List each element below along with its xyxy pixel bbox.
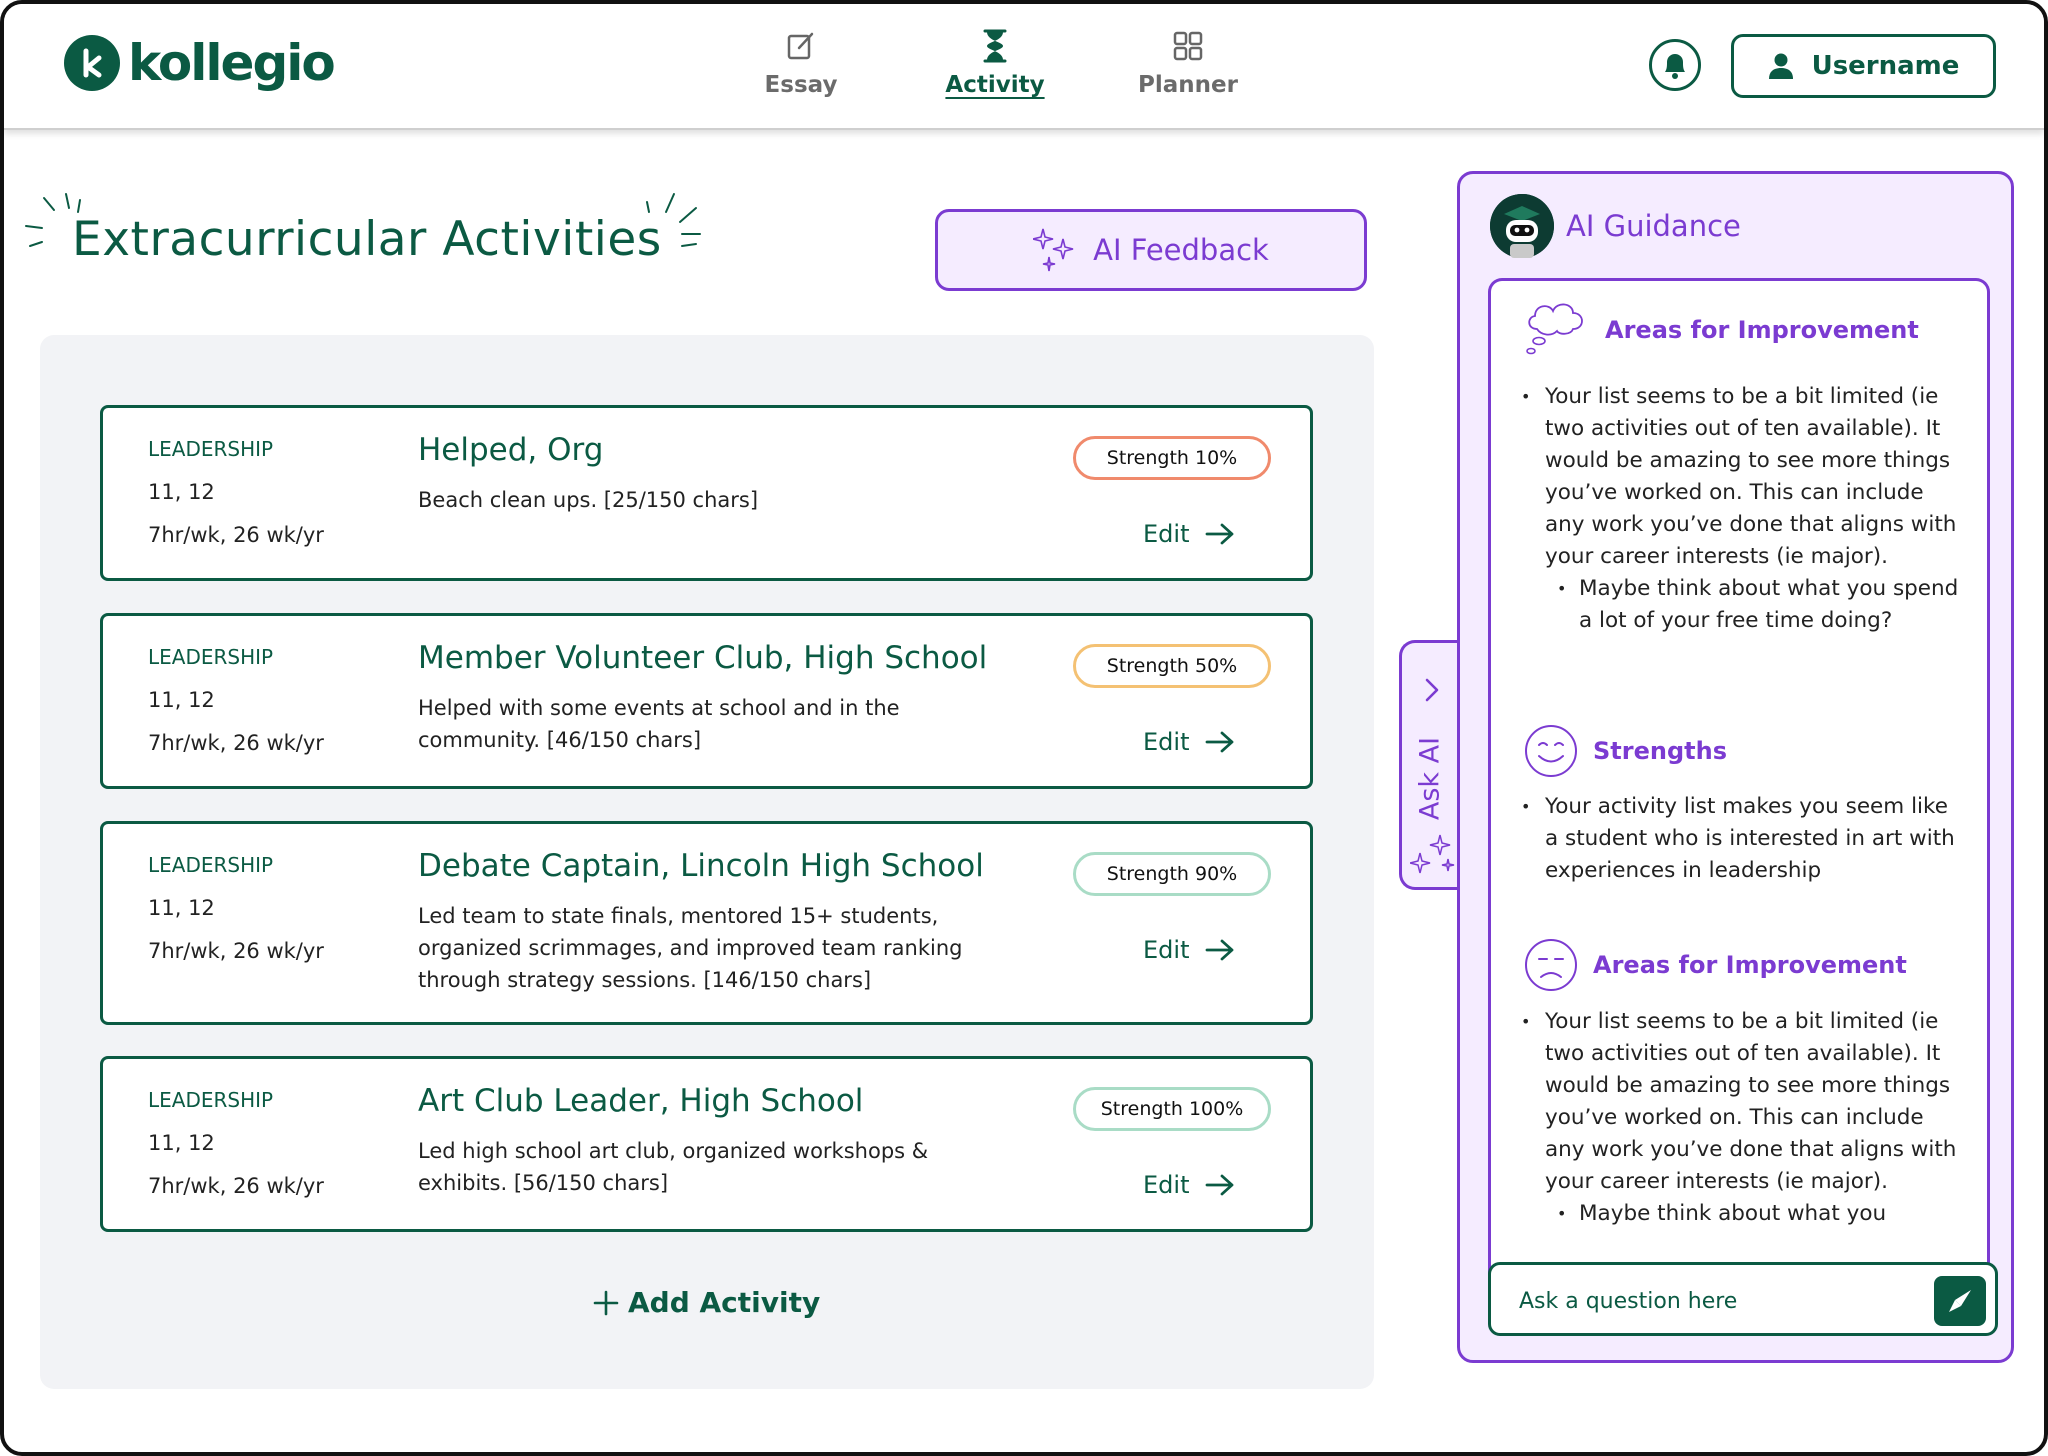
tab-activity-label: Activity — [945, 72, 1045, 98]
tab-essay[interactable] — [731, 26, 871, 98]
section-bullets — [1521, 1006, 1961, 1230]
add-activity-button[interactable] — [592, 1286, 820, 1319]
user-account-button[interactable] — [1731, 34, 1996, 98]
send-button[interactable] — [1934, 1276, 1986, 1326]
tab-planner-label: Planner — [1138, 72, 1238, 98]
chevron-right-icon — [1422, 677, 1442, 703]
activity-description: Helped with some events at school and in the community. [46/150 chars] — [418, 696, 900, 752]
sparkles-icon — [1033, 227, 1079, 273]
activity-list-panel — [40, 335, 1374, 1389]
ask-ai-tab[interactable] — [1399, 640, 1461, 890]
smile-icon — [1523, 723, 1579, 779]
strength-badge: Strength 10% — [1073, 436, 1271, 480]
edit-label: Edit — [1143, 1171, 1190, 1199]
strength-badge: Strength 50% — [1073, 644, 1271, 688]
arrow-right-icon — [1205, 522, 1235, 546]
page-title: Extracurricular Activities — [72, 212, 662, 267]
section-heading-improvement — [1523, 299, 1919, 361]
activity-hours: 7hr/wk, 26 wk/yr — [148, 1174, 324, 1198]
section-bullets — [1521, 381, 1961, 637]
tab-activity[interactable] — [925, 26, 1065, 98]
feedback-bullet: • Your list seems to be a bit limited (ie two activities out of ten available). It would be amazing to see more things you’ve worked on. This can include any work you’ve done that aligns with your career interests (ie major). — [1521, 381, 1961, 573]
top-navigation-bar — [4, 4, 2044, 130]
add-activity-label: Add Activity — [628, 1286, 821, 1319]
brand-name: kollegio — [128, 34, 334, 92]
ask-question-input[interactable] — [1519, 1285, 1899, 1317]
activity-card[interactable] — [100, 613, 1313, 789]
activity-card[interactable] — [100, 821, 1313, 1025]
thought-cloud-icon — [1523, 299, 1591, 361]
ai-feedback-label: AI Feedback — [1093, 233, 1269, 267]
activity-grades: 11, 12 — [148, 480, 215, 504]
activity-title: Art Club Leader, High School — [418, 1083, 864, 1119]
activity-category: LEADERSHIP — [148, 853, 274, 877]
user-icon — [1768, 52, 1794, 80]
notifications-button[interactable] — [1649, 39, 1701, 91]
edit-label: Edit — [1143, 936, 1190, 964]
logo-mark-icon — [64, 35, 120, 91]
sparkles-icon — [1410, 829, 1456, 875]
section-heading-label: Strengths — [1593, 737, 1727, 765]
section-heading-strengths — [1523, 723, 1727, 779]
arrow-right-icon — [1205, 1173, 1235, 1197]
activity-title: Member Volunteer Club, High School — [418, 640, 988, 676]
ask-ai-label: Ask AI — [1414, 736, 1446, 821]
kollegio-logo[interactable] — [64, 34, 334, 92]
arrow-right-icon — [1205, 938, 1235, 962]
ai-guidance-title: AI Guidance — [1566, 209, 1741, 243]
username-label: Username — [1811, 51, 1960, 81]
activity-hours: 7hr/wk, 26 wk/yr — [148, 731, 324, 755]
activity-grades: 11, 12 — [148, 688, 215, 712]
edit-label: Edit — [1143, 520, 1190, 548]
grid-icon — [1118, 26, 1258, 66]
ask-question-box — [1488, 1262, 1998, 1336]
activity-card[interactable] — [100, 1056, 1313, 1232]
activity-category: LEADERSHIP — [148, 437, 274, 461]
send-icon — [1945, 1286, 1975, 1316]
edit-label: Edit — [1143, 728, 1190, 756]
section-heading-label: Areas for Improvement — [1593, 951, 1907, 979]
feedback-bullet: • Your list seems to be a bit limited (ie two activities out of ten available). It would be amazing to see more things you’ve worked on. This can include any work you’ve done that aligns with your career interests (ie major). — [1521, 1006, 1961, 1198]
edit-activity-button[interactable] — [1143, 1171, 1235, 1199]
ai-guidance-header — [1490, 194, 1741, 258]
ai-robot-avatar-icon — [1490, 194, 1554, 258]
strength-badge: Strength 100% — [1073, 1087, 1271, 1131]
activity-description: Beach clean ups. [25/150 chars] — [418, 488, 759, 512]
activity-description: Led team to state finals, mentored 15+ students, organized scrimmages, and improved team ranking through strategy sessions. [146/150 chars] — [418, 904, 963, 992]
frown-icon — [1523, 937, 1579, 993]
edit-activity-button[interactable] — [1143, 520, 1235, 548]
tab-essay-label: Essay — [764, 72, 838, 98]
bell-icon — [1661, 50, 1689, 80]
feedback-sub-bullet: • Maybe think about what you spend a lot of your free time doing? — [1521, 573, 1961, 637]
activity-hours: 7hr/wk, 26 wk/yr — [148, 523, 324, 547]
feedback-bullet: • Your activity list makes you seem like a student who is interested in art with experiences in leadership — [1521, 791, 1961, 887]
ai-feedback-button[interactable] — [935, 209, 1367, 291]
ai-guidance-panel — [1457, 171, 2014, 1363]
hourglass-icon — [925, 26, 1065, 66]
strength-badge: Strength 90% — [1073, 852, 1271, 896]
activity-category: LEADERSHIP — [148, 645, 274, 669]
activity-title: Helped, Org — [418, 432, 604, 468]
edit-activity-button[interactable] — [1143, 936, 1235, 964]
plus-icon — [592, 1289, 620, 1317]
section-bullets — [1521, 791, 1961, 887]
activity-description: Led high school art club, organized workshops & exhibits. [56/150 chars] — [418, 1139, 929, 1195]
feedback-sub-bullet: • Maybe think about what you — [1521, 1198, 1961, 1230]
edit-activity-button[interactable] — [1143, 728, 1235, 756]
activity-grades: 11, 12 — [148, 896, 215, 920]
arrow-right-icon — [1205, 730, 1235, 754]
section-heading-improvement — [1523, 937, 1907, 993]
activity-grades: 11, 12 — [148, 1131, 215, 1155]
edit-icon — [731, 26, 871, 66]
ai-feedback-content[interactable] — [1488, 278, 1990, 1278]
section-heading-label: Areas for Improvement — [1605, 316, 1919, 344]
tab-planner[interactable] — [1118, 26, 1258, 98]
activity-card[interactable] — [100, 405, 1313, 581]
activity-hours: 7hr/wk, 26 wk/yr — [148, 939, 324, 963]
activity-title: Debate Captain, Lincoln High School — [418, 848, 984, 884]
activity-category: LEADERSHIP — [148, 1088, 274, 1112]
